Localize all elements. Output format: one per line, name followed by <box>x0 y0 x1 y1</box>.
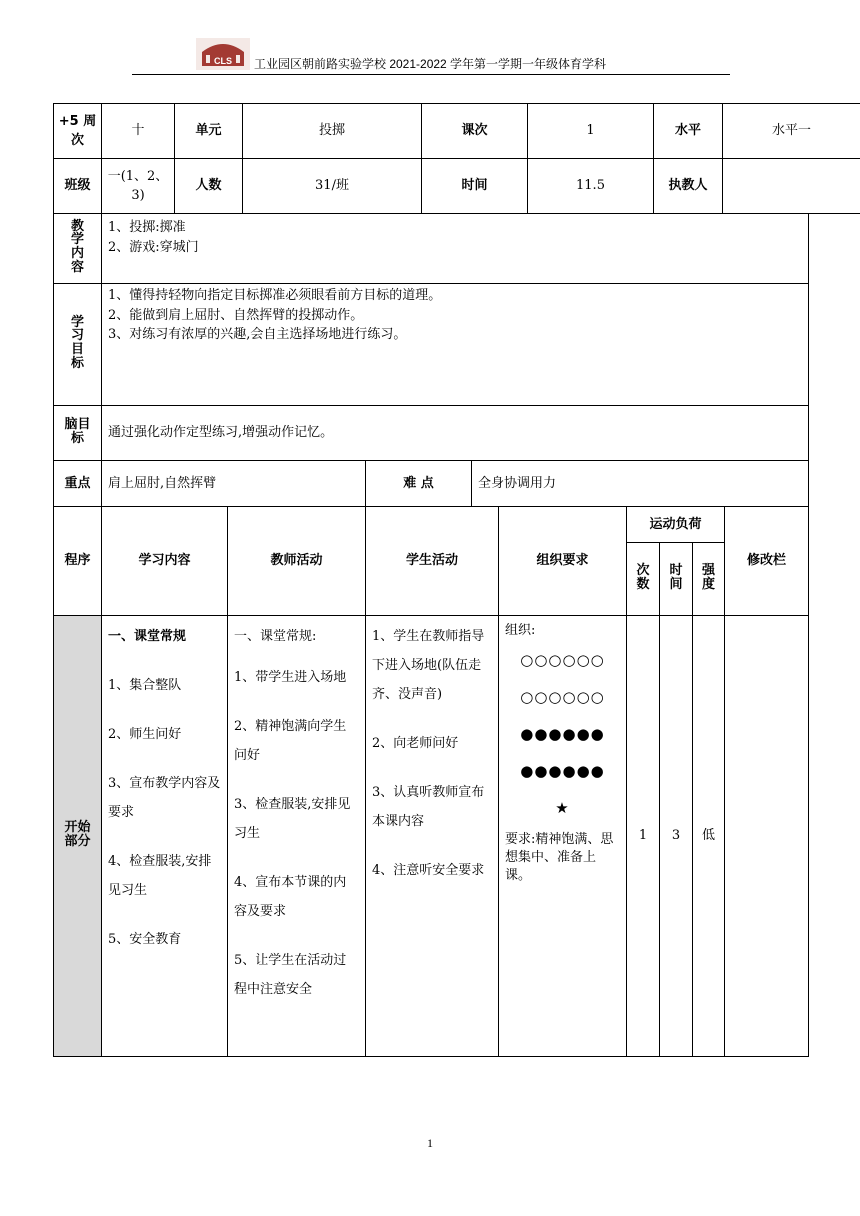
goals-cell <box>102 284 809 406</box>
logo-text: CLS <box>214 56 232 66</box>
col-procedure: 程序 <box>54 507 102 616</box>
teacher-line: 2、精神饱满向学生问好 <box>234 719 347 763</box>
difficulty-label: 难 点 <box>366 461 472 507</box>
teacher-label: 执教人 <box>654 159 723 214</box>
week-label: +5 周次 <box>54 104 102 159</box>
level-label: 水平 <box>654 104 723 159</box>
col-teacher: 教师活动 <box>228 507 366 616</box>
content-item: 2、游戏:穿城门 <box>108 239 199 255</box>
content-cell <box>102 214 809 284</box>
content-line: 3、宣布教学内容及要求 <box>108 776 221 820</box>
teacher-line: 5、让学生在活动过程中注意安全 <box>234 953 347 997</box>
col-duration: 时间 <box>660 543 693 616</box>
level-value: 水平一 <box>723 104 860 159</box>
col-intensity: 强度 <box>693 543 725 616</box>
formation-row: ○○○○○○ <box>520 688 605 706</box>
section-teacher <box>228 616 366 1057</box>
time-label: 时间 <box>422 159 528 214</box>
section-org <box>499 616 627 1057</box>
edit-cell <box>725 616 809 1057</box>
count-value: 31/班 <box>243 159 422 214</box>
content-line: 1、集合整队 <box>108 678 182 693</box>
teacher-star-icon: ★ <box>555 799 570 817</box>
student-line: 4、注意听安全要求 <box>372 863 485 878</box>
teacher-line: 一、课堂常规: <box>234 629 317 644</box>
formation-row: ●●●●●● <box>520 725 605 743</box>
content-item: 1、投掷:掷准 <box>108 220 186 235</box>
section-student <box>366 616 499 1057</box>
page-number: 1 <box>427 1136 433 1150</box>
student-line: 2、向老师问好 <box>372 736 459 751</box>
count-label: 人数 <box>175 159 243 214</box>
class-label: 班级 <box>54 159 102 214</box>
col-edit: 修改栏 <box>725 507 809 616</box>
info-table <box>53 103 860 214</box>
formation-row: ●●●●●● <box>520 762 605 780</box>
time-value: 11.5 <box>528 159 654 214</box>
student-line: 1、学生在教师指导下进入场地(队伍走齐、没声音) <box>372 629 485 702</box>
col-times: 次数 <box>627 543 660 616</box>
school-logo <box>196 38 250 70</box>
formation-row: ○○○○○○ <box>520 651 605 669</box>
teacher-value <box>723 159 860 214</box>
section-content <box>102 616 228 1057</box>
brain-text: 通过强化动作定型练习,增强动作记忆。 <box>102 406 809 461</box>
content-heading: 一、课堂常规 <box>108 629 187 644</box>
teacher-line: 3、检查服装,安排见习生 <box>234 797 351 841</box>
teacher-line: 4、宣布本节课的内容及要求 <box>234 875 347 919</box>
difficulty-text: 全身协调用力 <box>472 461 809 507</box>
goal-item: 1、懂得持轻物向指定目标掷准必须眼看前方目标的道理。 <box>108 288 442 303</box>
org-label: 组织: <box>505 623 536 638</box>
col-student: 学生活动 <box>366 507 499 616</box>
load-times: 1 <box>627 616 660 1057</box>
section-name: 开始部分 <box>54 616 102 1057</box>
load-duration: 3 <box>660 616 693 1057</box>
key-text: 肩上屈肘,自然挥臂 <box>102 461 366 507</box>
page-header <box>196 38 736 72</box>
student-line: 3、认真听教师宣布本课内容 <box>372 785 485 829</box>
goal-item: 2、能做到肩上屈肘、自然挥臂的投掷动作。 <box>108 307 364 323</box>
content-line: 4、检查服装,安排见习生 <box>108 854 212 898</box>
header-title: 工业园区朝前路实验学校 2021-2022 学年第一学期一年级体育学科 <box>254 57 607 71</box>
unit-value: 投掷 <box>243 104 422 159</box>
org-requirement: 要求:精神饱满、思想集中、准备上课。 <box>505 832 614 883</box>
objectives-table <box>53 213 809 507</box>
brain-label: 脑目标 <box>54 406 102 461</box>
lesson-value: 1 <box>528 104 654 159</box>
procedure-table <box>53 506 809 1057</box>
col-load: 运动负荷 <box>627 507 725 543</box>
content-line: 2、师生问好 <box>108 727 182 742</box>
week-value: 十 <box>102 104 175 159</box>
load-intensity: 低 <box>693 616 725 1057</box>
header-divider <box>132 74 730 75</box>
content-label: 教学内容 <box>54 214 102 284</box>
class-value: 一(1、2、3) <box>102 159 175 214</box>
col-content: 学习内容 <box>102 507 228 616</box>
lesson-label: 课次 <box>422 104 528 159</box>
goal-item: 3、对练习有浓厚的兴趣,会自主选择场地进行练习。 <box>108 327 407 342</box>
key-label: 重点 <box>54 461 102 507</box>
teacher-line: 1、带学生进入场地 <box>234 670 347 685</box>
goals-label: 学习目标 <box>54 284 102 406</box>
col-org: 组织要求 <box>499 507 627 616</box>
unit-label: 单元 <box>175 104 243 159</box>
content-line: 5、安全教育 <box>108 932 182 947</box>
